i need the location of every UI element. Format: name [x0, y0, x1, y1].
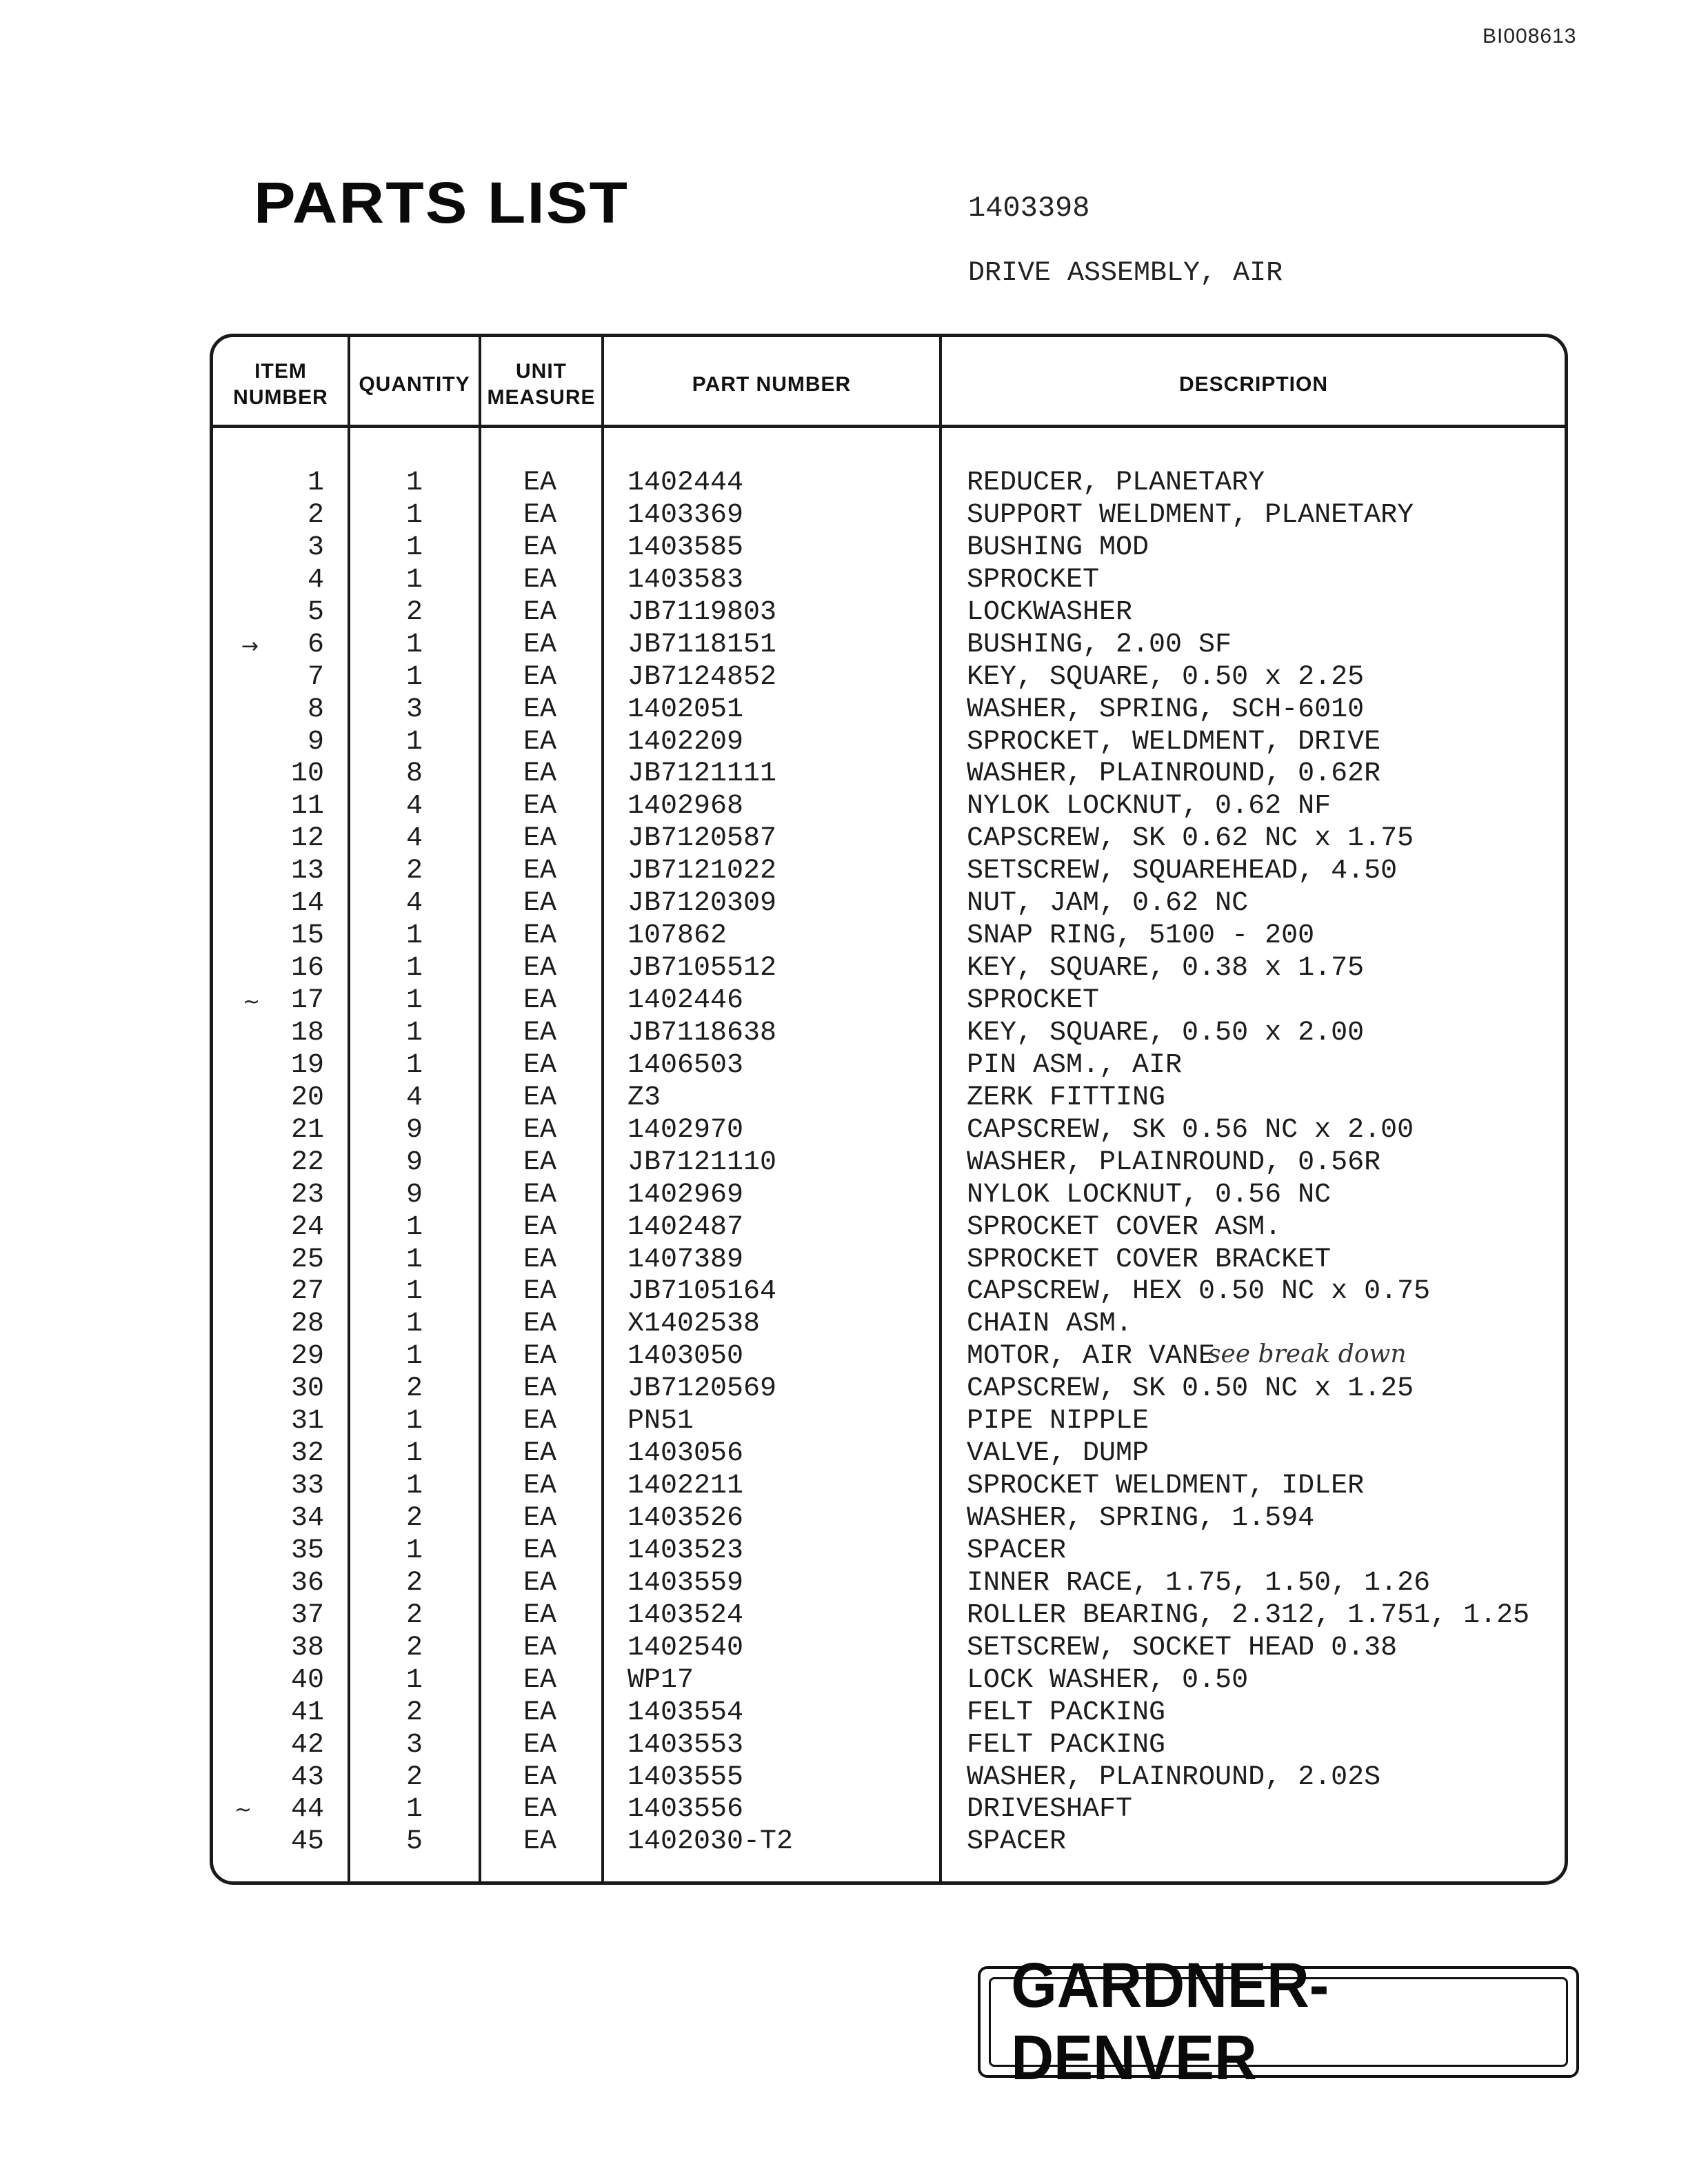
description-cell: SNAP RING, 5100 - 200 [967, 920, 1315, 952]
quantity-cell: 1 [405, 499, 423, 531]
unit-measure-cell: EA [523, 985, 556, 1016]
unit-measure-cell: EA [523, 1438, 556, 1470]
item-number-cell: 31 [290, 1406, 324, 1437]
table-row [211, 1082, 1590, 1115]
part-number-cell: 1403524 [627, 1599, 744, 1631]
quantity-cell: 1 [405, 1341, 423, 1373]
quantity-cell: 1 [405, 1470, 423, 1502]
brand-logo-text: GARDNER-DENVER [1011, 1950, 1329, 2093]
unit-measure-cell: EA [523, 1729, 556, 1761]
item-number-cell: 1 [307, 467, 324, 498]
description-cell: REDUCER, PLANETARY [967, 467, 1265, 498]
part-number-cell: PN51 [627, 1406, 694, 1437]
quantity-cell: 1 [405, 1794, 423, 1826]
table-row [211, 856, 1590, 888]
part-number-cell: 1402970 [627, 1114, 744, 1146]
description-cell: WASHER, PLAINROUND, 2.02S [967, 1761, 1381, 1793]
table-row [211, 1470, 1590, 1503]
part-number-cell: 1407389 [627, 1244, 744, 1275]
unit-measure-cell: EA [523, 564, 556, 596]
quantity-cell: 2 [405, 1632, 423, 1664]
description-cell: CAPSCREW, HEX 0.50 NC x 0.75 [967, 1276, 1431, 1308]
part-number-cell: 1403559 [627, 1567, 744, 1599]
part-number-cell: 1402051 [627, 694, 744, 725]
table-row [211, 532, 1590, 565]
quantity-cell: 2 [405, 1599, 423, 1631]
description-cell: FELT PACKING [967, 1729, 1166, 1761]
part-number-cell: 1402209 [627, 726, 744, 758]
part-number-cell: 1402446 [627, 985, 744, 1016]
quantity-cell: 2 [405, 1373, 423, 1405]
header-divider [211, 425, 1567, 428]
table-row [211, 1180, 1590, 1212]
description-cell: SUPPORT WELDMENT, PLANETARY [967, 499, 1414, 531]
unit-measure-cell: EA [523, 1406, 556, 1437]
item-number-cell: 17 [290, 985, 324, 1016]
description-cell: CAPSCREW, SK 0.56 NC x 2.00 [967, 1114, 1414, 1146]
quantity-cell: 1 [405, 661, 423, 693]
table-row [211, 985, 1590, 1018]
description-cell: KEY, SQUARE, 0.50 x 2.25 [967, 661, 1365, 693]
part-number-cell: 1403050 [627, 1341, 744, 1373]
unit-measure-cell: EA [523, 1503, 556, 1534]
description-cell: INNER RACE, 1.75, 1.50, 1.26 [967, 1567, 1431, 1599]
item-number-cell: 24 [290, 1211, 324, 1243]
quantity-cell: 1 [405, 1664, 423, 1696]
item-number-cell: 34 [290, 1503, 324, 1534]
description-cell: NYLOK LOCKNUT, 0.62 NF [967, 791, 1332, 822]
part-number-cell: 1403554 [627, 1697, 744, 1728]
item-number-cell: 27 [290, 1276, 324, 1308]
table-row [211, 1308, 1590, 1341]
description-cell: CAPSCREW, SK 0.50 NC x 1.25 [967, 1373, 1414, 1405]
item-number-cell: 28 [290, 1308, 324, 1340]
part-number-cell: 1403553 [627, 1729, 744, 1761]
quantity-cell: 2 [405, 596, 423, 628]
quantity-cell: 4 [405, 888, 423, 920]
quantity-cell: 1 [405, 1017, 423, 1049]
description-cell: CHAIN ASM. [967, 1308, 1133, 1340]
quantity-cell: 9 [405, 1114, 423, 1146]
quantity-cell: 2 [405, 856, 423, 887]
description-cell: BUSHING MOD [967, 532, 1149, 563]
quantity-cell: 2 [405, 1503, 423, 1534]
item-number-cell: 45 [290, 1826, 324, 1858]
part-number-cell: 1402540 [627, 1632, 744, 1664]
table-row [211, 953, 1590, 985]
table-row [211, 1600, 1590, 1632]
unit-measure-cell: EA [523, 596, 556, 628]
quantity-cell: 1 [405, 1276, 423, 1308]
description-cell: KEY, SQUARE, 0.38 x 1.75 [967, 953, 1365, 984]
table-row [211, 1115, 1590, 1147]
description-cell: BUSHING, 2.00 SF [967, 629, 1232, 660]
quantity-cell: 1 [405, 1535, 423, 1566]
table-row [211, 823, 1590, 856]
description-cell: SETSCREW, SOCKET HEAD 0.38 [967, 1632, 1398, 1664]
unit-measure-cell: EA [523, 1697, 556, 1728]
part-number-cell: JB7105164 [627, 1276, 777, 1308]
table-row [211, 1535, 1590, 1568]
part-number-cell: JB7121022 [627, 856, 777, 887]
description-cell: KEY, SQUARE, 0.50 x 2.00 [967, 1017, 1365, 1049]
unit-measure-cell: EA [523, 1276, 556, 1308]
description-cell: SPACER [967, 1826, 1067, 1858]
table-row [211, 1147, 1590, 1180]
unit-measure-cell: EA [523, 1082, 556, 1113]
pen-mark-arrow: → [241, 634, 259, 658]
table-row [211, 1697, 1590, 1730]
description-cell: SETSCREW, SQUAREHEAD, 4.50 [967, 856, 1398, 887]
table-row [211, 597, 1590, 629]
quantity-cell: 1 [405, 532, 423, 563]
item-number-cell: 23 [290, 1179, 324, 1211]
item-number-cell: 42 [290, 1729, 324, 1761]
part-number-cell: JB7118638 [627, 1017, 777, 1049]
part-number-cell: 1402969 [627, 1179, 744, 1211]
table-row [211, 1568, 1590, 1600]
item-number-cell: 13 [290, 856, 324, 887]
part-number-cell: JB7105512 [627, 953, 777, 984]
item-number-cell: 37 [290, 1599, 324, 1631]
part-number-cell: 1403555 [627, 1761, 744, 1793]
part-number-cell: 1403523 [627, 1535, 744, 1566]
unit-measure-cell: EA [523, 758, 556, 790]
assembly-number: 1403398 [968, 192, 1090, 225]
header-part-number: PART NUMBER [692, 373, 852, 396]
quantity-cell: 3 [405, 694, 423, 725]
unit-measure-cell: EA [523, 499, 556, 531]
description-cell: SPROCKET WELDMENT, IDLER [967, 1470, 1365, 1502]
item-number-cell: 25 [290, 1244, 324, 1275]
part-number-cell: JB7118151 [627, 629, 777, 660]
table-row [211, 1018, 1590, 1050]
unit-measure-cell: EA [523, 1470, 556, 1502]
description-cell: SPROCKET [967, 985, 1100, 1016]
unit-measure-cell: EA [523, 532, 556, 563]
table-row [211, 1730, 1590, 1762]
description-cell: MOTOR, AIR VANE [967, 1341, 1216, 1373]
description-cell: NUT, JAM, 0.62 NC [967, 888, 1249, 920]
table-row [211, 727, 1590, 759]
part-number-cell: 1403585 [627, 532, 744, 563]
quantity-cell: 4 [405, 1082, 423, 1113]
description-cell: NYLOK LOCKNUT, 0.56 NC [967, 1179, 1332, 1211]
description-cell: SPROCKET COVER BRACKET [967, 1244, 1332, 1275]
item-number-cell: 16 [290, 953, 324, 984]
description-cell: SPACER [967, 1535, 1067, 1566]
quantity-cell: 1 [405, 629, 423, 660]
unit-measure-cell: EA [523, 661, 556, 693]
table-row [211, 1050, 1590, 1082]
unit-measure-cell: EA [523, 1308, 556, 1340]
part-number-cell: Z3 [627, 1082, 661, 1113]
part-number-cell: JB7120587 [627, 823, 777, 855]
item-number-cell: 33 [290, 1470, 324, 1502]
unit-measure-cell: EA [523, 1535, 556, 1566]
pen-mark-tick: ~ [243, 990, 261, 1014]
item-number-cell: 35 [290, 1535, 324, 1566]
brand-logo-inner-border [989, 1950, 1568, 2093]
unit-measure-cell: EA [523, 1373, 556, 1405]
part-number-cell: WP17 [627, 1664, 694, 1696]
table-row [211, 758, 1590, 791]
unit-measure-cell: EA [523, 1794, 556, 1826]
part-number-cell: 1402444 [627, 467, 744, 498]
part-number-cell: 1402030-T2 [627, 1826, 794, 1858]
item-number-cell: 32 [290, 1438, 324, 1470]
part-number-cell: 107862 [627, 920, 727, 952]
unit-measure-cell: EA [523, 1341, 556, 1373]
item-number-cell: 4 [307, 564, 324, 596]
unit-measure-cell: EA [523, 1599, 556, 1631]
parts-table-body [211, 467, 1590, 1859]
part-number-cell: 1402968 [627, 791, 744, 822]
unit-measure-cell: EA [523, 1211, 556, 1243]
unit-measure-cell: EA [523, 920, 556, 952]
item-number-cell: 6 [307, 629, 324, 660]
unit-measure-cell: EA [523, 1632, 556, 1664]
description-cell: ROLLER BEARING, 2.312, 1.751, 1.25 [967, 1599, 1530, 1631]
item-number-cell: 22 [290, 1146, 324, 1178]
part-number-cell: X1402538 [627, 1308, 761, 1340]
table-row [211, 694, 1590, 727]
item-number-cell: 3 [307, 532, 324, 563]
table-row [211, 629, 1590, 662]
quantity-cell: 4 [405, 823, 423, 855]
table-row [211, 500, 1590, 532]
unit-measure-cell: EA [523, 726, 556, 758]
unit-measure-cell: EA [523, 1761, 556, 1793]
header-unit-measure: UNIT MEASURE [487, 360, 596, 409]
unit-measure-cell: EA [523, 1017, 556, 1049]
quantity-cell: 5 [405, 1826, 423, 1858]
unit-measure-cell: EA [523, 1114, 556, 1146]
part-number-cell: 1402487 [627, 1211, 744, 1243]
unit-measure-cell: EA [523, 1146, 556, 1178]
table-row [211, 1794, 1590, 1826]
part-number-cell: JB7124852 [627, 661, 777, 693]
unit-measure-cell: EA [523, 1049, 556, 1081]
unit-measure-cell: EA [523, 791, 556, 822]
table-row [211, 467, 1590, 500]
table-row [211, 1244, 1590, 1277]
item-number-cell: 38 [290, 1632, 324, 1664]
item-number-cell: 10 [290, 758, 324, 790]
description-cell: SPROCKET [967, 564, 1100, 596]
unit-measure-cell: EA [523, 953, 556, 984]
table-row [211, 1406, 1590, 1438]
quantity-cell: 8 [405, 758, 423, 790]
assembly-name: DRIVE ASSEMBLY, AIR [968, 258, 1283, 289]
description-cell: PIN ASM., AIR [967, 1049, 1183, 1081]
description-cell: ZERK FITTING [967, 1082, 1166, 1113]
quantity-cell: 1 [405, 1308, 423, 1340]
header-quantity: QUANTITY [359, 373, 470, 396]
unit-measure-cell: EA [523, 1244, 556, 1275]
part-number-cell: 1403583 [627, 564, 744, 596]
table-row [211, 662, 1590, 694]
quantity-cell: 1 [405, 726, 423, 758]
handwritten-note: see break down [1208, 1340, 1407, 1368]
quantity-cell: 4 [405, 791, 423, 822]
quantity-cell: 1 [405, 564, 423, 596]
quantity-cell: 1 [405, 1244, 423, 1275]
table-row [211, 1665, 1590, 1697]
part-number-cell: 1402211 [627, 1470, 744, 1502]
description-cell: WASHER, SPRING, 1.594 [967, 1503, 1315, 1534]
description-cell: LOCK WASHER, 0.50 [967, 1664, 1249, 1696]
part-number-cell: 1403056 [627, 1438, 744, 1470]
table-row [211, 1826, 1590, 1859]
quantity-cell: 1 [405, 920, 423, 952]
item-number-cell: 40 [290, 1664, 324, 1696]
description-cell: WASHER, PLAINROUND, 0.62R [967, 758, 1381, 790]
table-row [211, 1503, 1590, 1535]
table-row [211, 1373, 1590, 1406]
item-number-cell: 12 [290, 823, 324, 855]
description-cell: LOCKWASHER [967, 596, 1133, 628]
quantity-cell: 1 [405, 985, 423, 1016]
item-number-cell: 18 [290, 1017, 324, 1049]
description-cell: VALVE, DUMP [967, 1438, 1149, 1470]
quantity-cell: 1 [405, 1438, 423, 1470]
description-cell: SPROCKET COVER ASM. [967, 1211, 1282, 1243]
item-number-cell: 36 [290, 1567, 324, 1599]
item-number-cell: 9 [307, 726, 324, 758]
quantity-cell: 1 [405, 1211, 423, 1243]
part-number-cell: 1403556 [627, 1794, 744, 1826]
item-number-cell: 30 [290, 1373, 324, 1405]
description-cell: PIPE NIPPLE [967, 1406, 1149, 1437]
unit-measure-cell: EA [523, 1567, 556, 1599]
part-number-cell: 1403369 [627, 499, 744, 531]
pen-mark-tick: ~ [234, 1798, 252, 1822]
part-number-cell: JB7120309 [627, 888, 777, 920]
header-description: DESCRIPTION [1178, 373, 1329, 396]
table-row [211, 1632, 1590, 1665]
quantity-cell: 2 [405, 1567, 423, 1599]
item-number-cell: 19 [290, 1049, 324, 1081]
description-cell: WASHER, SPRING, SCH-6010 [967, 694, 1365, 725]
quantity-cell: 2 [405, 1697, 423, 1728]
brand-logo [978, 1950, 1579, 2093]
item-number-cell: 21 [290, 1114, 324, 1146]
part-number-cell: JB7119803 [627, 596, 777, 628]
part-number-cell: 1403526 [627, 1503, 744, 1534]
unit-measure-cell: EA [523, 1826, 556, 1858]
quantity-cell: 2 [405, 1761, 423, 1793]
quantity-cell: 9 [405, 1146, 423, 1178]
header-item-number: ITEM NUMBER [233, 360, 328, 409]
document-id: BI008613 [1483, 25, 1577, 48]
unit-measure-cell: EA [523, 629, 556, 660]
table-row [211, 1212, 1590, 1244]
unit-measure-cell: EA [523, 1179, 556, 1211]
item-number-cell: 43 [290, 1761, 324, 1793]
quantity-cell: 1 [405, 1406, 423, 1437]
part-number-cell: JB7121110 [627, 1146, 777, 1178]
table-row [211, 791, 1590, 823]
unit-measure-cell: EA [523, 888, 556, 920]
item-number-cell: 44 [290, 1794, 324, 1826]
quantity-cell: 1 [405, 1049, 423, 1081]
item-number-cell: 2 [307, 499, 324, 531]
table-row [211, 888, 1590, 920]
unit-measure-cell: EA [523, 694, 556, 725]
unit-measure-cell: EA [523, 467, 556, 498]
unit-measure-cell: EA [523, 1664, 556, 1696]
table-row [211, 1762, 1590, 1794]
part-number-cell: 1406503 [627, 1049, 744, 1081]
part-number-cell: JB7121111 [627, 758, 777, 790]
page-title: PARTS LIST [254, 170, 630, 235]
description-cell: FELT PACKING [967, 1697, 1166, 1728]
item-number-cell: 11 [290, 791, 324, 822]
item-number-cell: 14 [290, 888, 324, 920]
quantity-cell: 1 [405, 467, 423, 498]
unit-measure-cell: EA [523, 856, 556, 887]
quantity-cell: 3 [405, 1729, 423, 1761]
part-number-cell: JB7120569 [627, 1373, 777, 1405]
quantity-cell: 9 [405, 1179, 423, 1211]
quantity-cell: 1 [405, 953, 423, 984]
table-row [211, 565, 1590, 597]
item-number-cell: 7 [307, 661, 324, 693]
unit-measure-cell: EA [523, 823, 556, 855]
description-cell: WASHER, PLAINROUND, 0.56R [967, 1146, 1381, 1178]
item-number-cell: 20 [290, 1082, 324, 1113]
table-row [211, 1438, 1590, 1470]
item-number-cell: 29 [290, 1341, 324, 1373]
description-cell: DRIVESHAFT [967, 1794, 1133, 1826]
item-number-cell: 8 [307, 694, 324, 725]
description-cell: CAPSCREW, SK 0.62 NC x 1.75 [967, 823, 1414, 855]
item-number-cell: 5 [307, 596, 324, 628]
description-cell: SPROCKET, WELDMENT, DRIVE [967, 726, 1381, 758]
item-number-cell: 41 [290, 1697, 324, 1728]
table-row [211, 920, 1590, 953]
table-row [211, 1276, 1590, 1308]
item-number-cell: 15 [290, 920, 324, 952]
